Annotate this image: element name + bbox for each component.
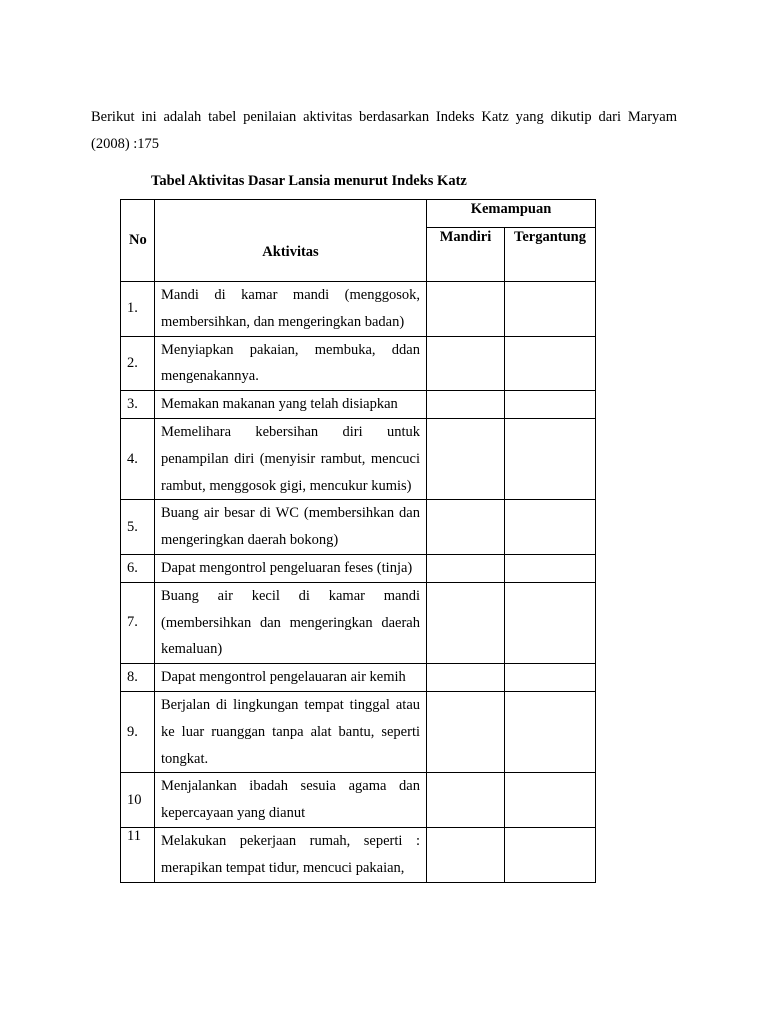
row-number: 7. (121, 582, 155, 663)
mandiri-cell (427, 554, 505, 582)
row-activity: Menjalankan ibadah sesuia agama dan kepercayaan yang dianut (155, 773, 427, 828)
table-row (121, 827, 596, 882)
tergantung-cell (505, 418, 596, 499)
tergantung-cell (505, 282, 596, 337)
mandiri-cell (427, 827, 505, 882)
mandiri-cell (427, 664, 505, 692)
row-number: 11 (121, 827, 155, 882)
row-activity: Mandi di kamar mandi (menggosok, membersihkan, dan mengeringkan badan) (155, 282, 427, 337)
header-kemampuan: Kemampuan (427, 200, 596, 228)
row-number: 1. (121, 282, 155, 337)
table-row (121, 391, 596, 419)
row-activity: Dapat mengontrol pengelauaran air kemih (155, 664, 427, 692)
mandiri-cell (427, 500, 505, 555)
mandiri-cell (427, 582, 505, 663)
table-caption: Tabel Aktivitas Dasar Lansia menurut Indeks Katz (151, 173, 467, 189)
table-row (121, 691, 596, 772)
row-activity: Menyiapkan pakaian, membuka, ddan mengenakannya. (155, 336, 427, 391)
row-number: 5. (121, 500, 155, 555)
mandiri-cell (427, 418, 505, 499)
mandiri-cell (427, 391, 505, 419)
tergantung-cell (505, 664, 596, 692)
mandiri-cell (427, 336, 505, 391)
row-activity: Memelihara kebersihan diri untuk penampilan diri (menyisir rambut, mencuci rambut, menggosok gigi, mencukur kumis) (155, 418, 427, 499)
row-number: 10 (121, 773, 155, 828)
table-row (121, 554, 596, 582)
table-row (121, 664, 596, 692)
row-activity: Berjalan di lingkungan tempat tinggal atau ke luar ruanggan tanpa alat bantu, seperti tongkat. (155, 691, 427, 772)
tergantung-cell (505, 582, 596, 663)
row-number: 4. (121, 418, 155, 499)
table-row (121, 500, 596, 555)
tergantung-cell (505, 336, 596, 391)
row-number: 8. (121, 664, 155, 692)
table-row (121, 336, 596, 391)
tergantung-cell (505, 827, 596, 882)
row-number: 9. (121, 691, 155, 772)
intro-paragraph: Berikut ini adalah tabel penilaian aktivitas berdasarkan Indeks Katz yang dikutip dari Maryam (2008) :175 (91, 108, 677, 152)
row-number: 2. (121, 336, 155, 391)
row-activity: Melakukan pekerjaan rumah, seperti : merapikan tempat tidur, mencuci pakaian, (155, 827, 427, 882)
table-row (121, 418, 596, 499)
tergantung-cell (505, 391, 596, 419)
row-activity: Buang air kecil di kamar mandi (membersihkan dan mengeringkan daerah kemaluan) (155, 582, 427, 663)
mandiri-cell (427, 282, 505, 337)
row-activity: Memakan makanan yang telah disiapkan (155, 391, 427, 419)
row-number: 3. (121, 391, 155, 419)
table-row (121, 773, 596, 828)
tergantung-cell (505, 500, 596, 555)
katz-index-table (120, 199, 596, 883)
row-activity: Dapat mengontrol pengeluaran feses (tinja) (155, 554, 427, 582)
header-aktivitas: Aktivitas (155, 200, 427, 282)
table-row (121, 282, 596, 337)
row-activity: Buang air besar di WC (membersihkan dan mengeringkan daerah bokong) (155, 500, 427, 555)
header-mandiri: Mandiri (427, 228, 505, 282)
tergantung-cell (505, 554, 596, 582)
tergantung-cell (505, 773, 596, 828)
row-number: 6. (121, 554, 155, 582)
header-no: No (121, 200, 155, 282)
tergantung-cell (505, 691, 596, 772)
header-tergantung: Tergantung (505, 228, 596, 282)
mandiri-cell (427, 773, 505, 828)
mandiri-cell (427, 691, 505, 772)
table-row (121, 582, 596, 663)
